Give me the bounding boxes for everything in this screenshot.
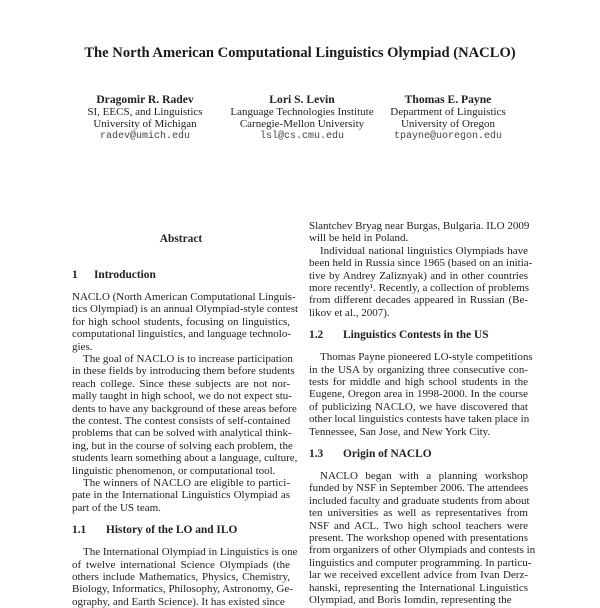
author-name: Dragomir R. Radev — [96, 93, 194, 106]
subsection-heading — [72, 524, 237, 536]
right-column — [309, 0, 536, 606]
author-name: Thomas E. Payne — [404, 93, 492, 106]
text-line: Olympiad, and Boris Iomdin, representing the — [309, 594, 512, 606]
author-department: Language Technologies Institute — [230, 106, 374, 119]
text-line: linguistics and computer programming. In particu- — [309, 556, 532, 569]
text-line: other local linguistics contests have taken place in — [309, 413, 530, 426]
author-email[interactable]: radev@umich.edu — [99, 130, 190, 142]
section-number: 1 — [72, 269, 78, 281]
text-line: hanski, representing the International Linguistics — [309, 581, 528, 594]
section-title: Origin of NACLO — [343, 448, 432, 460]
text-line: Biology, Informatics, Philosophy, Astronomy, Ge- — [72, 583, 293, 596]
text-line: reach college. Since these subjects are not nor- — [72, 377, 290, 390]
text-line: ten universities as well as representatives from — [309, 507, 528, 520]
author-department: Department of Linguistics — [390, 106, 506, 119]
text-line: problems that can be solved with analytical think- — [72, 427, 292, 440]
text-line: NSF and ACL. Two high school teachers were — [309, 519, 528, 532]
text-line: linguistic phenomenon, or computational tool. — [72, 464, 276, 477]
text-line: gies. — [72, 340, 93, 353]
text-line: ography, and Earth Science). It has existed since — [72, 595, 285, 608]
text-line: been held in Russia since 1965 (based on an initia- — [309, 257, 533, 270]
text-line: NACLO (North American Computational Linguis- — [72, 291, 296, 303]
text-line: The goal of NACLO is to increase participation — [83, 353, 293, 365]
abstract-heading: Abstract — [159, 233, 203, 245]
text-line: mally taught in high school, we do not expect stu- — [72, 390, 292, 403]
text-line: lar we received excellent advice from Ivan Derz- — [309, 569, 528, 582]
author-email[interactable]: lsl@cs.cmu.edu — [259, 130, 344, 142]
section-number: 1.1 — [72, 524, 87, 537]
author-department: SI, EECS, and Linguistics — [87, 106, 203, 119]
text-line: for high school students, focusing on linguistics, — [72, 315, 290, 328]
author-institution: University of Michigan — [93, 118, 197, 131]
text-line: will be held in Poland. — [309, 232, 409, 245]
text-line: in these fields by introducing them before students — [72, 365, 295, 378]
text-line: computational linguistics, and language technolo- — [72, 328, 292, 341]
section-title: Introduction — [94, 269, 156, 281]
author-institution: University of Oregon — [400, 118, 496, 131]
text-line: Eugene, Oregon area in 1998-2000. In the course — [309, 388, 528, 401]
text-line: Slantchev Bryag near Burgas, Bulgaria. ILO 2009 — [309, 220, 530, 232]
text-line: the contest. The contest consists of self-contained — [72, 415, 291, 427]
text-line: from organizers of other Olympiads and contests in — [309, 544, 536, 557]
text-line: NACLO began with a planning workshop — [320, 470, 528, 482]
subsection-heading — [309, 329, 489, 341]
text-line: of publicizing NACLO, we have discovered that — [309, 400, 528, 413]
author-email[interactable]: tpayne@uoregon.edu — [393, 130, 503, 142]
text-line: ing, but in the course of solving each problem, the — [72, 439, 293, 452]
paper-title: The North American Computational Linguistics Olympiad (NACLO) — [84, 45, 516, 61]
text-line: from different decades appeared in Russian (Be- — [309, 294, 528, 307]
author-institution: Carnegie-Mellon University — [239, 118, 365, 131]
text-line: The winners of NACLO are eligible to partici- — [83, 477, 290, 489]
text-line: students learn something about a language, culture, — [72, 452, 298, 465]
text-line: dents to have any background of these areas before — [72, 402, 297, 415]
text-line: tive by Andrey Zaliznyak) and in other countries — [309, 269, 528, 282]
author-name: Lori S. Levin — [269, 93, 335, 106]
text-line: Individual national linguistics Olympiads have — [320, 244, 528, 257]
section-heading — [72, 269, 156, 281]
text-line: tests for middle and high school students in the — [309, 376, 528, 388]
left-column — [72, 0, 299, 608]
text-line: pate in the International Linguistics Olympiad as — [72, 489, 290, 502]
text-line: included faculty and graduate students from about — [309, 494, 530, 507]
section-number: 1.3 — [309, 448, 324, 460]
text-line: in the USA by organizing three consecutive con- — [309, 363, 528, 376]
text-line: Tennessee, San Jose, and New York City. — [309, 425, 491, 438]
section-title: History of the LO and ILO — [106, 524, 238, 537]
subsection-heading — [309, 448, 432, 460]
text-line: of twelve international Science Olympiads (the — [72, 558, 290, 571]
text-line: The International Olympiad in Linguistics is one — [83, 546, 298, 559]
text-line: present. The workshop opened with presentations — [309, 532, 528, 544]
section-title: Linguistics Contests in the US — [343, 329, 489, 342]
text-line: tics Olympiad) is an annual Olympiad-style contest — [72, 303, 299, 316]
text-line: others include Mathematics, Physics, Chemistry, — [72, 571, 290, 583]
text-line: Thomas Payne pioneered LO-style competitions — [320, 351, 533, 364]
text-line: more recently¹. Recently, a collection of problems — [309, 282, 530, 294]
section-number: 1.2 — [309, 329, 324, 342]
text-line: funded by NSF in September 2006. The attendees — [309, 482, 529, 495]
text-line: part of the US team. — [72, 501, 161, 514]
text-line: likov et al., 2007). — [309, 306, 390, 319]
